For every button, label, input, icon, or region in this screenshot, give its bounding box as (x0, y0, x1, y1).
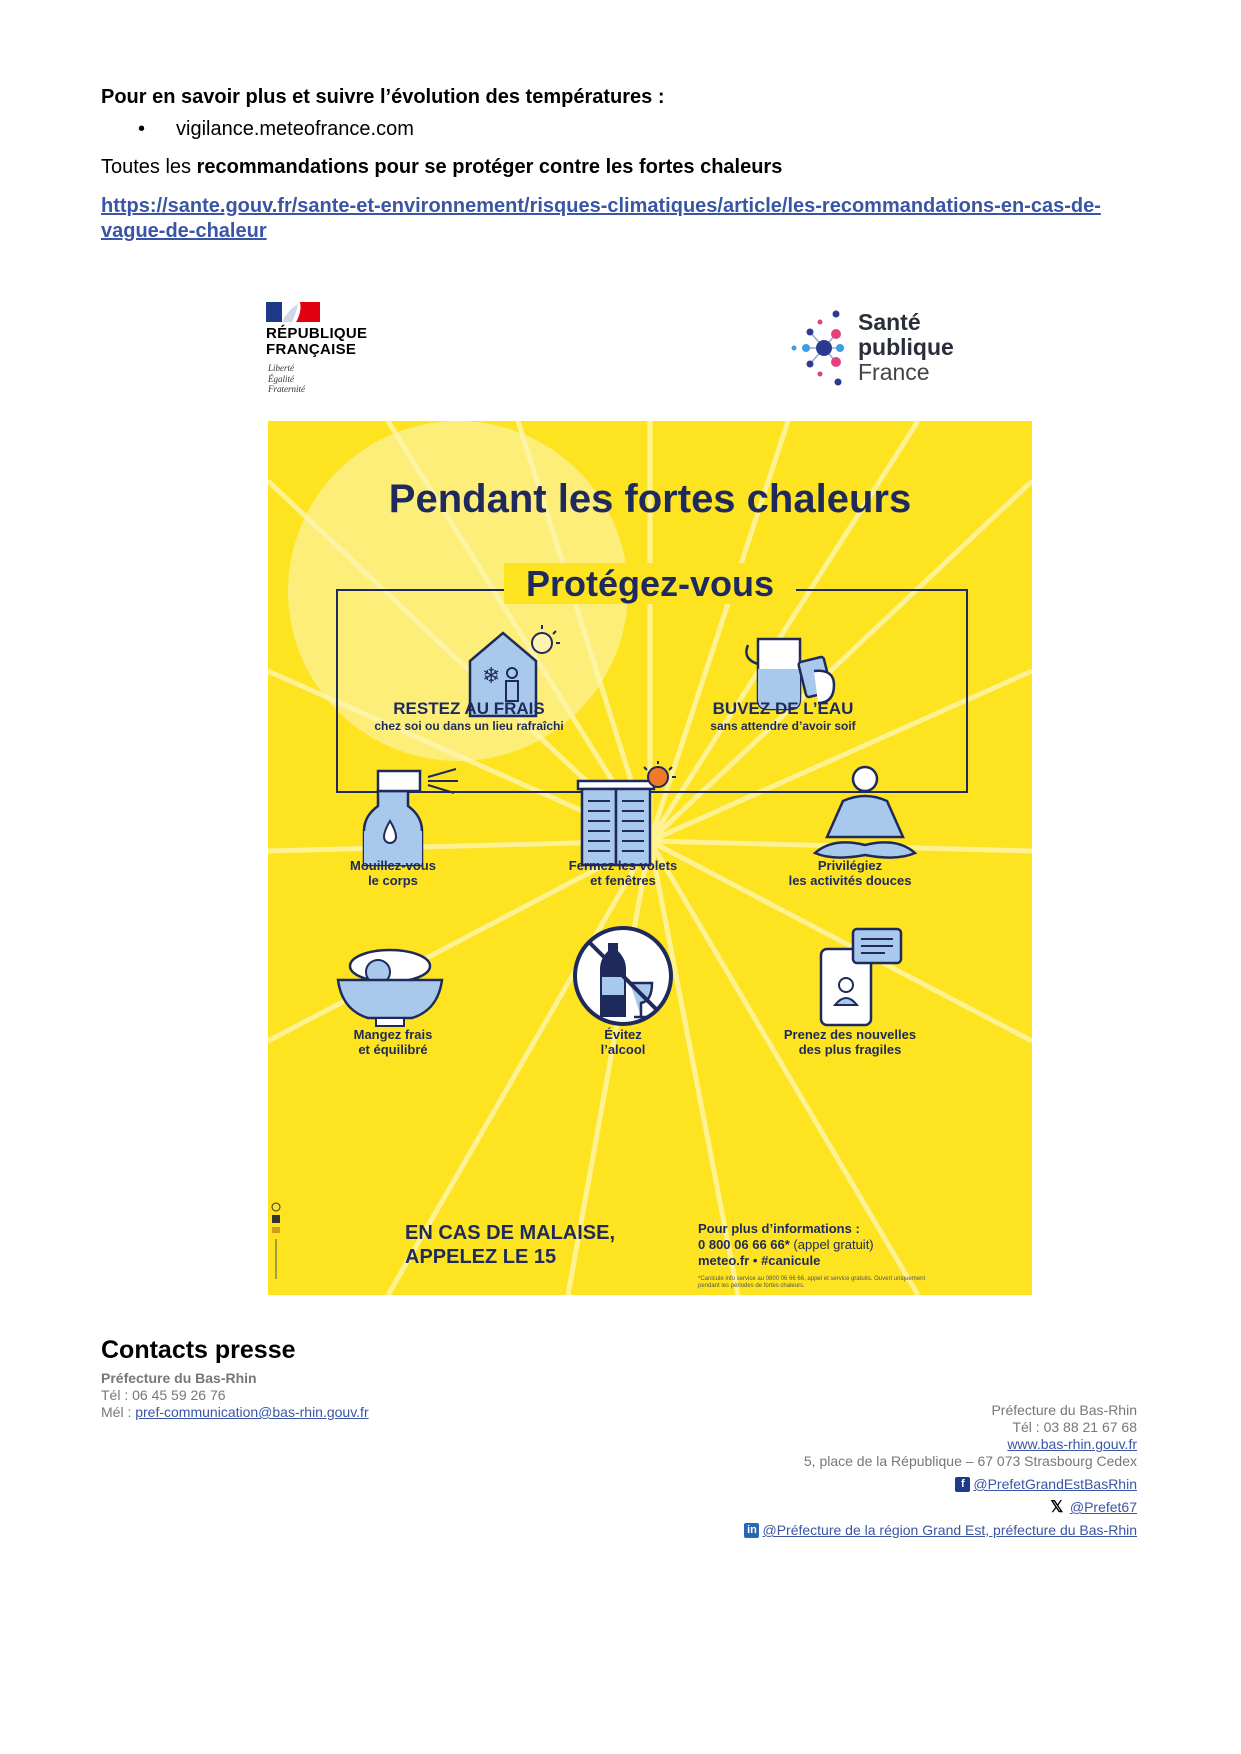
fresh-food-icon (328, 926, 458, 1036)
tip-check-on-vulnerable (750, 1027, 950, 1057)
bullet-text: vigilance.meteofrance.com (176, 118, 414, 140)
shutters-icon (558, 761, 688, 871)
bullet-symbol: • (138, 118, 146, 140)
left-org: Préfecture du Bas-Rhin (101, 1370, 257, 1386)
republique-motto (268, 363, 305, 395)
tip-avoid-alcohol (523, 1027, 723, 1057)
tip-line2: et fenêtres (590, 873, 656, 888)
spray-bottle-icon (328, 761, 478, 871)
intro-heading: Pour en savoir plus et suivre l’évolution des températures : (101, 86, 665, 108)
republique-line1: RÉPUBLIQUE (266, 325, 368, 342)
phone-message-icon (803, 921, 913, 1031)
tip-line1: Mangez frais (353, 1027, 433, 1042)
info-phone-note: (appel gratuit) (789, 1237, 874, 1252)
right-address: 5, place de la République – 67 073 Strasbourg Cedex (803, 1453, 1137, 1469)
more-info (698, 1221, 874, 1269)
main-item-label: BUVEZ DE L’EAU (712, 699, 854, 718)
emergency-call (405, 1221, 615, 1269)
poster-title: Pendant les fortes chaleurs (388, 477, 912, 521)
sante-publique-france-logo (780, 298, 980, 398)
right-org: Préfecture du Bas-Rhin (991, 1402, 1137, 1418)
republique-name (266, 326, 367, 358)
tip-line1: Mouillez-vous (350, 858, 436, 873)
republique-francaise-logo (266, 302, 406, 402)
reco-bold: recommandations pour se protéger contre les fortes chaleurs (196, 156, 783, 178)
tip-close-shutters (523, 858, 723, 888)
motto-egalite: Égalité (268, 373, 294, 384)
main-item-drink-water (658, 699, 908, 734)
facebook-line (744, 1476, 1137, 1493)
x-line (744, 1499, 1137, 1516)
motto-fraternite: Fraternité (268, 384, 305, 394)
right-tel: Tél : 03 88 21 67 68 (1012, 1419, 1137, 1435)
spf-line3: France (858, 359, 930, 385)
main-item-sublabel: chez soi ou dans un lieu rafraîchi (374, 719, 564, 733)
linkedin-icon: in (744, 1523, 759, 1538)
tip-eat-fresh (293, 1027, 493, 1057)
linkedin-link[interactable]: @Préfecture de la région Grand Est, préfecture du Bas-Rhin (762, 1522, 1137, 1538)
contacts-title: Contacts presse (101, 1336, 296, 1364)
tip-gentle-activities (750, 858, 950, 888)
left-mail-label: Mél : (101, 1404, 136, 1420)
bullet-item (138, 118, 414, 141)
info-title: Pour plus d’informations : (698, 1221, 860, 1236)
fineprint: *Canicule info service au 0800 06 66 66, appel et service gratuits. Ouvert uniquement pendant les périodes de fortes chaleurs. (698, 1276, 926, 1289)
tip-line1: Privilégiez (817, 858, 883, 873)
print-code-mark (270, 1201, 282, 1281)
tip-line2: l’alcool (600, 1042, 646, 1057)
info-phone: 0 800 06 66 66* (698, 1237, 790, 1252)
poster-subtitle (268, 563, 1032, 605)
reco-prefix: Toutes les (101, 156, 197, 178)
emergency-line2: APPELEZ LE 15 (405, 1246, 557, 1268)
main-item-label: RESTEZ AU FRAIS (393, 699, 545, 718)
main-item-sublabel: sans attendre d’avoir soif (710, 719, 856, 733)
tip-line2: les activités douces (788, 873, 912, 888)
svg-text:❄: ❄ (482, 664, 501, 689)
tip-line2: le corps (368, 873, 418, 888)
contacts-left (101, 1370, 369, 1421)
emergency-line1: EN CAS DE MALAISE, (405, 1222, 616, 1244)
spf-line2: publique (858, 334, 954, 360)
heatwave-poster (268, 421, 1032, 1295)
tip-line2: des plus fragiles (798, 1042, 902, 1057)
x-icon: 𝕏 (1050, 1499, 1064, 1516)
network-dots-icon (780, 298, 856, 398)
left-mail-link[interactable]: pref-communication@bas-rhin.gouv.fr (135, 1404, 369, 1420)
info-web: meteo.fr • #canicule (698, 1253, 821, 1268)
linkedin-line (744, 1522, 1137, 1539)
republique-line2: FRANÇAISE (266, 341, 357, 358)
recommendations-line (101, 156, 782, 179)
tip-line1: Prenez des nouvelles (783, 1027, 917, 1042)
poster-subtitle-text: Protégez-vous (504, 563, 796, 604)
facebook-icon: f (955, 1477, 970, 1492)
x-link[interactable]: @Prefet67 (1069, 1499, 1137, 1515)
facebook-link[interactable]: @PrefetGrandEstBasRhin (973, 1476, 1137, 1492)
contacts-right (744, 1402, 1137, 1539)
tip-line2: et équilibré (358, 1042, 428, 1057)
spf-line1: Santé (858, 309, 921, 335)
marianne-flag-icon (266, 302, 320, 322)
main-item-stay-cool (344, 699, 594, 734)
tip-wet-body (293, 858, 493, 888)
right-web-link[interactable]: www.bas-rhin.gouv.fr (1007, 1436, 1137, 1452)
tip-line1: Évitez (604, 1027, 642, 1042)
motto-liberte: Liberté (268, 363, 294, 373)
no-alcohol-icon (568, 921, 678, 1031)
recommendations-link[interactable]: https://sante.gouv.fr/sante-et-environnement/risques-climatiques/article/les-recommandations-en-cas-de-vague-de-chaleur (101, 195, 1101, 242)
tip-line1: Fermez les volets (568, 858, 678, 873)
sante-publique-name (858, 310, 954, 385)
left-tel: Tél : 06 45 59 26 76 (101, 1387, 226, 1403)
meditation-icon (803, 757, 933, 867)
